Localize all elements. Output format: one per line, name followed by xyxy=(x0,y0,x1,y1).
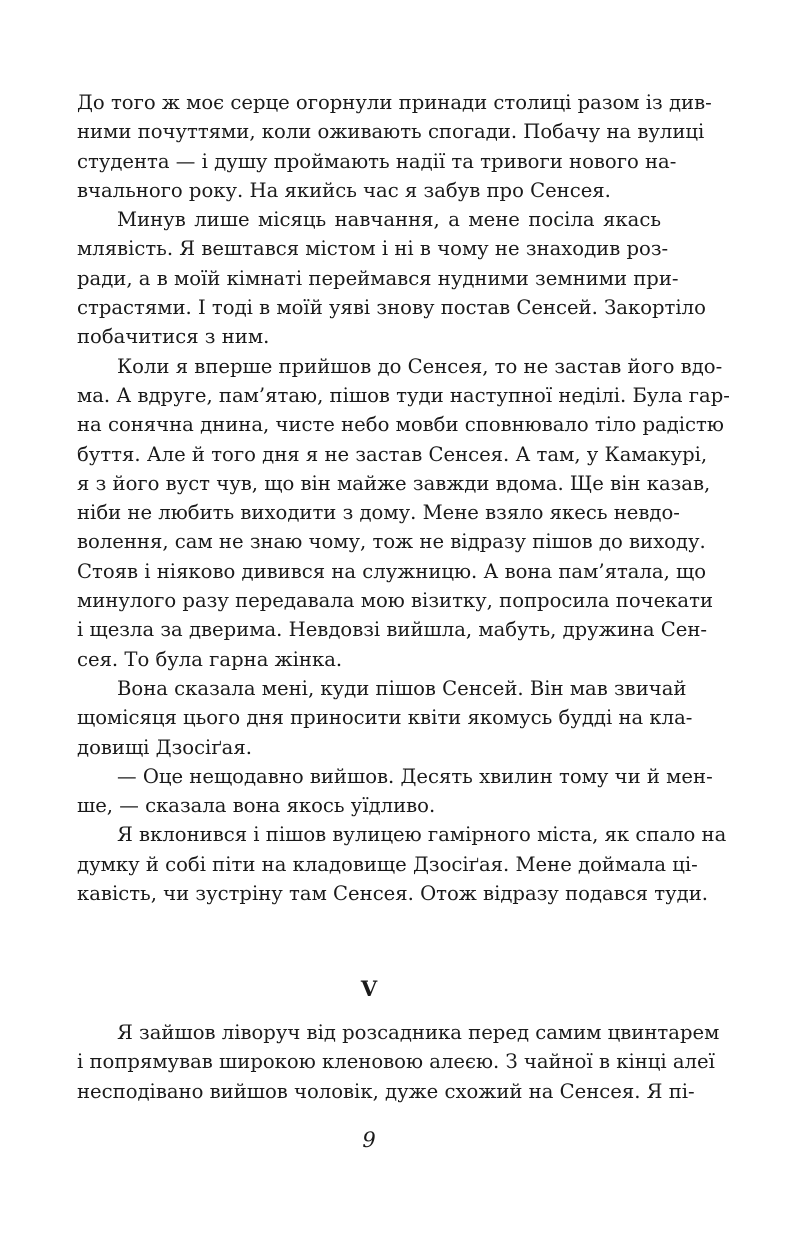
text-line: вчального року. На якийсь час я забув про Сенсея. xyxy=(77,178,611,202)
text-line: ше, — сказала вона якось уїдливо. xyxy=(77,794,436,818)
text-line: щомісяця цього дня приносити квіти якомусь будді на кла- xyxy=(77,706,693,730)
text-line: Я зайшов ліворуч від розсадника перед самим цвинтарем xyxy=(117,1021,720,1044)
paragraph xyxy=(77,820,727,908)
paragraph xyxy=(77,674,693,762)
text-line: і щезла за дверима. Невдовзі вийшла, мабуть, дружина Сен- xyxy=(77,618,708,642)
text-line: — Оце нещодавно вийшов. Десять хвилин тому чи й мен- xyxy=(117,764,713,788)
text-line: Стояв і ніяково дивився на служницю. А вона пам’ятала, що xyxy=(77,559,707,583)
text-line: на сонячна днина, чисте небо мовби сповнювало тіло радістю xyxy=(77,413,724,437)
text-line: думку й собі піти на кладовище Дзосіґая. Мене доймала ці- xyxy=(77,852,698,876)
text-line: і попрямував широкою кленовою алеєю. З чайної в кінці алеї xyxy=(77,1050,715,1074)
text-line: студента — і душу проймають надії та тривоги нового на- xyxy=(77,149,677,173)
paragraph xyxy=(77,762,713,821)
text-line: млявість. Я вештався містом і ні в чому не знаходив роз- xyxy=(77,237,669,261)
text-line: страстями. І тоді в моїй уяві знову постав Сенсей. Закортіло xyxy=(77,296,706,320)
text-line: несподівано вийшов чоловік, дуже схожий на Сенсея. Я пі- xyxy=(77,1079,695,1103)
text-line: волення, сам не знаю чому, тож не відразу пішов до виходу. xyxy=(77,530,706,554)
text-line: Я вклонився і пішов вулицею гамірного міста, як спало на xyxy=(117,823,727,847)
text-line: Минув лише місяць навчання, а мене посіла якась xyxy=(117,208,661,232)
text-line: Коли я вперше прийшов до Сенсея, то не застав його вдо- xyxy=(117,354,723,378)
section-heading: V xyxy=(360,976,378,1001)
body-text-top xyxy=(77,88,730,908)
paragraph xyxy=(77,205,706,351)
text-line: буття. Але й того дня я не застав Сенсея. А там, у Камакурі, xyxy=(77,442,708,466)
page-number: 9 xyxy=(362,1128,376,1152)
body-text-bottom xyxy=(77,1018,720,1106)
text-line: сея. То була гарна жінка. xyxy=(77,647,343,671)
text-line: Вона сказала мені, куди пішов Сенсей. Він мав звичай xyxy=(117,676,687,700)
text-line: довищі Дзосіґая. xyxy=(77,735,252,759)
text-line: До того ж моє серце огорнули принади столиці разом із див- xyxy=(77,91,712,114)
text-line: ма. А вдруге, пам’ятаю, пішов туди наступної неділі. Була гар- xyxy=(77,383,730,407)
text-line: ніби не любить виходити з дому. Мене взяло якесь невдо- xyxy=(77,501,680,525)
paragraph xyxy=(77,1018,720,1106)
paragraph xyxy=(77,352,730,674)
text-line: ради, а в моїй кімнаті переймався нудними земними при- xyxy=(77,266,679,290)
text-line: ними почуттями, коли оживають спогади. Побачу на вулиці xyxy=(77,120,705,144)
text-line: минулого разу передавала мою візитку, попросила почекати xyxy=(77,589,714,613)
text-line: побачитися з ним. xyxy=(77,325,270,349)
book-page xyxy=(77,88,730,1152)
text-line: кавість, чи зустріну там Сенсея. Отож відразу подався туди. xyxy=(77,882,708,906)
paragraph xyxy=(77,88,712,205)
text-line: я з його вуст чув, що він майже завжди вдома. Ще він казав, xyxy=(77,471,711,495)
